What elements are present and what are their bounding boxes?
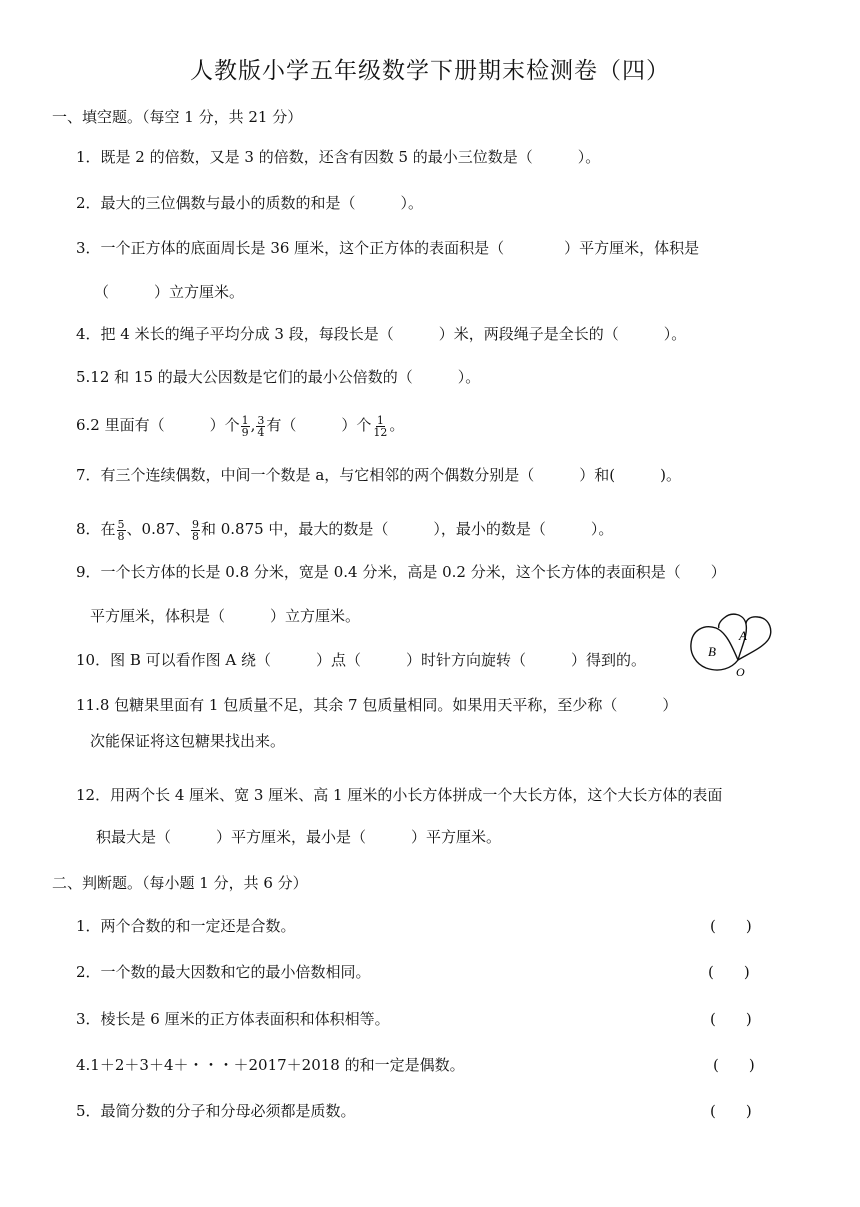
answer-paren-5[interactable]: ( ) [710,1102,752,1120]
question-1: 1．既是 2 的倍数，又是 3 的倍数，还含有因数 5 的最小三位数是（ ）。 [76,148,601,166]
question-4: 4．把 4 米长的绳子平均分成 3 段，每段长是（ ）米，两段绳子是全长的（ ）。 [76,325,687,343]
question-3-line-1: 3．一个正方体的底面周长是 36 厘米，这个正方体的表面积是（ ）平方厘米，体积是 [76,239,700,257]
judgment-item-3: 3．棱长是 6 厘米的正方体表面积和体积相等。 [76,1010,390,1028]
fraction-denominator: 4 [257,425,265,439]
answer-paren-1[interactable]: ( ) [710,917,752,935]
question-2: 2．最大的三位偶数与最小的质数的和是（ ）。 [76,194,424,212]
question-6 [76,414,404,438]
question-6-separator: , [250,416,256,434]
fraction-numerator: 1 [241,413,249,427]
fraction-denominator: 12 [373,425,388,439]
question-6-end: 。 [389,416,405,434]
fraction-one-ninth [241,415,250,438]
fraction-denominator: 8 [191,529,199,543]
fraction-denominator: 8 [117,529,125,543]
fraction-one-twelfth [372,415,388,438]
fraction-nine-eighths [191,519,200,542]
answer-paren-4[interactable]: ( ) [713,1056,755,1074]
question-9-line-1: 9．一个长方体的长是 0.8 分米，宽是 0.4 分米，高是 0.2 分米，这个长方体的表面积是（ ） [76,563,726,581]
question-7: 7．有三个连续偶数，中间一个数是 a，与它相邻的两个偶数分别是（ ）和( )。 [76,466,681,484]
fraction-numerator: 9 [191,517,199,531]
question-8-text-3: 和 0.875 中，最大的数是（ ），最小的数是（ ）。 [200,520,614,538]
question-6-text-1: 6.2 里面有（ ）个 [76,416,240,434]
fraction-three-quarters [256,415,265,438]
fraction-five-eighths [117,519,126,542]
question-6-text-2: 有（ ）个 [266,416,372,434]
question-11-line-2: 次能保证将这包糖果找出来。 [90,732,286,750]
judgment-item-1: 1．两个合数的和一定还是合数。 [76,917,296,935]
rotation-figure [686,610,776,682]
judgment-item-2: 2．一个数的最大因数和它的最小倍数相同。 [76,963,371,981]
fraction-denominator: 9 [241,425,249,439]
section-judgment-heading: 二、判断题。（每小题 1 分，共 6 分） [52,874,308,892]
question-10: 10．图 B 可以看作图 A 绕（ ）点（ ）时针方向旋转（ ）得到的。 [76,651,647,669]
question-11-line-1: 11.8 包糖果里面有 1 包质量不足，其余 7 包质量相同。如果用天平称，至少称（ ） [76,696,678,714]
question-9-line-2: 平方厘米，体积是（ ）立方厘米。 [90,607,361,625]
figure-label-a: A [739,628,747,643]
fraction-numerator: 3 [257,413,265,427]
question-8-text-1: 8．在 [76,520,116,538]
question-12-line-1: 12．用两个长 4 厘米、宽 3 厘米、高 1 厘米的小长方体拼成一个大长方体，这个大长方体的表面 [76,786,723,804]
fraction-numerator: 1 [376,413,384,427]
question-8-text-2: 、0.87、 [126,520,190,538]
judgment-item-4: 4.1＋2＋3＋4＋・・・＋2017＋2018 的和一定是偶数。 [76,1056,465,1074]
question-3-line-2: （ ）立方厘米。 [94,283,245,301]
answer-paren-3[interactable]: ( ) [710,1010,752,1028]
judgment-item-5: 5．最简分数的分子和分母必须都是质数。 [76,1102,356,1120]
question-5: 5.12 和 15 的最大公因数是它们的最小公倍数的（ ）。 [76,368,481,386]
section-fill-blank-heading: 一、填空题。（每空 1 分，共 21 分） [52,108,303,126]
figure-label-o: O [736,665,745,679]
figure-label-b: B [708,644,716,659]
answer-paren-2[interactable]: ( ) [708,963,750,981]
question-8 [76,518,613,542]
page-title: 人教版小学五年级数学下册期末检测卷（四） [190,58,670,84]
question-12-line-2: 积最大是（ ）平方厘米，最小是（ ）平方厘米。 [96,828,502,846]
fraction-numerator: 5 [117,517,125,531]
